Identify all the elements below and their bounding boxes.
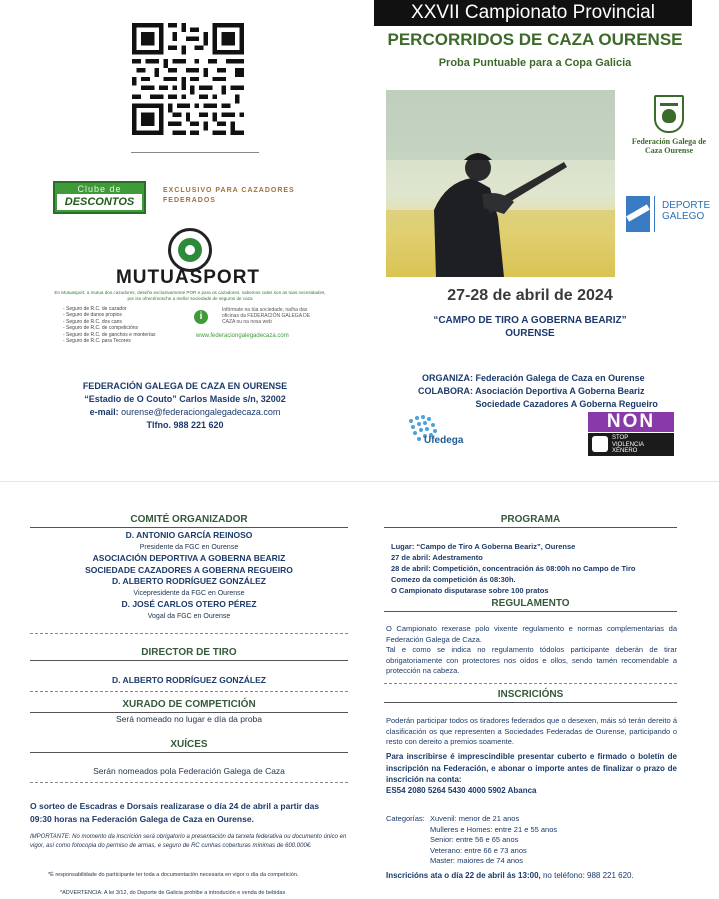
programa-day27: 27 de abril: Adestramento (391, 553, 483, 562)
comite-vogal-role: Vogal da FGC en Ourense (147, 612, 231, 620)
inscricions-para1: Poderán participar todos os tiradores federados que o desexen, máis só terán dereito á clasificación os que representen a Sociedades Federadas de Ourense, participando o resto con dereito a premios soamente. (386, 716, 677, 746)
programa-lugar: Lugar: “Campo de Tiro A Goberna Beariz”, Ourense (391, 542, 576, 551)
insurance-item: - Seguro de R.C. de ganchos e monterías (63, 331, 156, 338)
colabora-value2: Sociedade Cazadores A Goberna Regueiro (475, 399, 658, 409)
shooter-photo (386, 90, 615, 277)
mutuasport-logo-icon (168, 228, 212, 272)
category-item: Xuvenil: menor de 21 anos (430, 814, 520, 823)
non-word: NON (588, 412, 674, 432)
fgc-logo-text: Federación Galega de Caza Ourense (631, 137, 707, 155)
category-item: Master: maiores de 74 anos (430, 856, 523, 865)
divider (30, 691, 348, 692)
director-name: D. ALBERTO RODRÍGUEZ GONZÁLEZ (112, 675, 266, 685)
sorteo-notice (30, 800, 360, 826)
deadline (386, 871, 677, 880)
xurado-text: Será nomeado no lugar e día da proba (115, 714, 263, 724)
divider (30, 782, 348, 783)
venue-line1: “CAMPO DE TIRO A GOBERNA BEARIZ” (433, 315, 627, 326)
event-subtitle: Proba Puntuable para a Copa Galicia (438, 57, 632, 69)
regulamento-heading: REGULAMENTO (491, 598, 570, 609)
contact-phone: Tlfno. 988 221 620 (146, 420, 224, 430)
insurance-item: - Seguro de R.C. de cazador (63, 306, 127, 312)
divider (131, 152, 259, 153)
non-line1: STOP (612, 435, 629, 441)
insurance-item: - Seguro de danos propios (63, 312, 122, 319)
non-line2: VIOLENCIA (612, 441, 645, 448)
xuices-text: Serán nomeados pola Federación Galega de Caza (93, 766, 285, 776)
regulamento-para1: O Campionato rexerase polo vixente regulamento e normas complementarias da Federación Galega de Caza. (386, 624, 677, 644)
programa-list (391, 541, 677, 596)
organiza-label: ORGANIZA: (422, 373, 473, 383)
colabora-label: COLABORA: (418, 386, 473, 396)
divider (384, 611, 677, 612)
mutuasport-brand: MUTUASPORT (115, 267, 261, 288)
important-note: IMPORTANTE: No momento da inscrición será obrigatorio a presentación da tarxeta federativa ou documento único en vigor, así como fotocopia do permiso de armas, e seguro de RC cunhas coberturas mínimas de 600.000€. (30, 834, 347, 849)
categories-label: Categorías: (386, 814, 425, 823)
club-line2: DESCONTOS (57, 194, 142, 210)
advertencia-note: *ADVERTENCIA: A lei 3/12, do Deporte de Galicia prohibe a introdución e venda de bebidas (60, 890, 286, 896)
comite-list (30, 530, 348, 622)
venue-line2: OURENSE (505, 328, 555, 339)
info-icon: i (194, 310, 208, 324)
deporte-galego-line2: GALEGO (662, 211, 705, 222)
inscricions-heading: INSCRICIÓNS (497, 689, 564, 700)
category-item: Mulleres e Homes: entre 21 e 55 anos (430, 824, 558, 834)
mutuasport-blurb: En Mutuasport, a mutua dos cazadores, deseño exclusivamente POR e para os cazadores, sabemos cales son as túas necesidades, por iso ofrecémosche a mellor sociedade de seguros de caza (54, 290, 326, 301)
venue (386, 314, 674, 340)
insurance-item: - Seguro de R.C. de competicións (63, 325, 139, 332)
divider (384, 702, 677, 703)
divider (30, 752, 348, 753)
director-heading: DIRECTOR DE TIRO (141, 647, 237, 658)
banner-title: XXVII Campionato Provincial (374, 0, 692, 26)
category-item: Veterano: entre 66 e 73 anos (430, 845, 527, 855)
non-violencia-logo (588, 412, 674, 456)
inscricions-para2: Para inscribirse é imprescindible presentar cuberto e firmado o boletín de inscripción na Federación, e abonar o importe antes de finalizar o prazo de inscrición na conta: (386, 752, 677, 784)
regulamento-text (386, 624, 677, 677)
programa-day28: 28 de abril: Competición, concentración ás 08:00h no Campo de Tiro (391, 564, 636, 573)
contact-block (30, 380, 340, 432)
event-date: 27-28 de abril de 2024 (447, 287, 613, 304)
programa-heading: PROGRAMA (500, 514, 561, 525)
sorteo-line2: 09:30 horas na Federación Galega de Caza en Ourense. (30, 814, 254, 824)
deadline-rest: no teléfono: 988 221 620. (540, 871, 634, 880)
contact-address: “Estadio de O Couto” Carlos Maside s/n, 32002 (84, 394, 286, 404)
hand-icon (592, 436, 608, 452)
insurance-list (63, 306, 193, 344)
galicia-flag-icon (626, 196, 650, 232)
organisers (405, 372, 705, 411)
comite-president-name: D. ANTONIO GARCÍA REINOSO (125, 530, 253, 540)
federation-website-link[interactable]: www.federaciongalegadecaza.com (196, 333, 289, 339)
deporte-galego-line1: DEPORTE (662, 200, 711, 211)
comite-vicepresident-role: Vicepresidente da FGC en Ourense (133, 589, 245, 597)
non-line3: XÉNERO (612, 448, 638, 454)
divider (654, 196, 655, 232)
divider (30, 633, 348, 634)
fgc-shield-icon (654, 95, 684, 133)
programa-comezo: Comezo da competición ás 08:30h. (391, 575, 516, 584)
contact-org: FEDERACIÓN GALEGA DE CAZA EN OURENSE (82, 381, 288, 391)
email-link[interactable]: ourense@federaciongalegadecaza.com (121, 407, 281, 417)
responsabilidade-note: *É responsabilidade do participante ter toda a documentación necesaria en vigor o día da competición. (48, 872, 299, 878)
comite-heading: COMITÉ ORGANIZADOR (130, 514, 248, 525)
category-item: Senior: entre 56 e 65 anos (430, 835, 519, 844)
info-note: Infórmate na túa sociedade, na/ha das oficinas da FEDERACIÓN GALEGA DE CAZA ou na nosa web (222, 307, 311, 325)
xurado-heading: XURADO DE COMPETICIÓN (122, 699, 256, 710)
bank-account: ES54 2080 5264 5430 4000 5902 Abanca (386, 786, 537, 795)
categories-block (386, 814, 677, 867)
ufedega-logo-text: Ufedega (424, 435, 464, 446)
comite-president-role: Presidente da FGC en Ourense (139, 543, 239, 551)
sorteo-line1: O sorteo de Escadras e Dorsais realizarase o día 24 de abril a partir das (30, 801, 320, 811)
comite-vogal-name: D. JOSÉ CARLOS OTERO PÉREZ (121, 599, 257, 609)
contact-email-line (30, 406, 340, 419)
comite-org2: SOCIEDADE CAZADORES A GOBERNA REGUEIRO (85, 564, 293, 575)
colabora-value1: Asociación Deportiva A Goberna Beariz (475, 386, 645, 396)
club-line1: Clube de (77, 184, 122, 194)
insurance-item: - Seguro de R.C. dos cans (63, 318, 122, 325)
organiza-value: Federación Galega de Caza en Ourense (475, 373, 645, 383)
club-descontos-badge (53, 181, 146, 214)
divider (30, 660, 348, 661)
divider (384, 683, 677, 684)
deadline-bold: Inscricións ata o día 22 de abril ás 13:00, (386, 871, 541, 880)
divider (384, 527, 677, 528)
divider (30, 527, 348, 528)
divider (30, 712, 348, 713)
regulamento-para2: Tal e como se indica no regulamento tódolos participante deberán de tirar obrigatoriamente con protectores nos oídos e ollos, sendo tamén recomendable a protección na cabeza. (386, 645, 677, 675)
qr-code[interactable] (132, 20, 244, 138)
xuices-heading: XUÍCES (170, 739, 208, 750)
comite-org1: ASOCIACIÓN DEPORTIVA A GOBERNA BEARIZ (92, 553, 286, 563)
deporte-galego-logo (662, 200, 710, 222)
programa-pratos: O Campionato disputarase sobre 100 pratos (391, 586, 549, 595)
insurance-item: - Seguro de R.C. para Tecores (63, 338, 131, 345)
email-label: e-mail: (89, 407, 119, 417)
comite-vicepresident-name: D. ALBERTO RODRÍGUEZ GONZÁLEZ (112, 576, 266, 586)
event-title: PERCORRIDOS DE CAZA OURENSE (387, 30, 683, 49)
exclusive-note: EXCLUSIVO PARA CAZADORES FEDERADOS (163, 187, 295, 204)
page-separator (0, 481, 719, 482)
